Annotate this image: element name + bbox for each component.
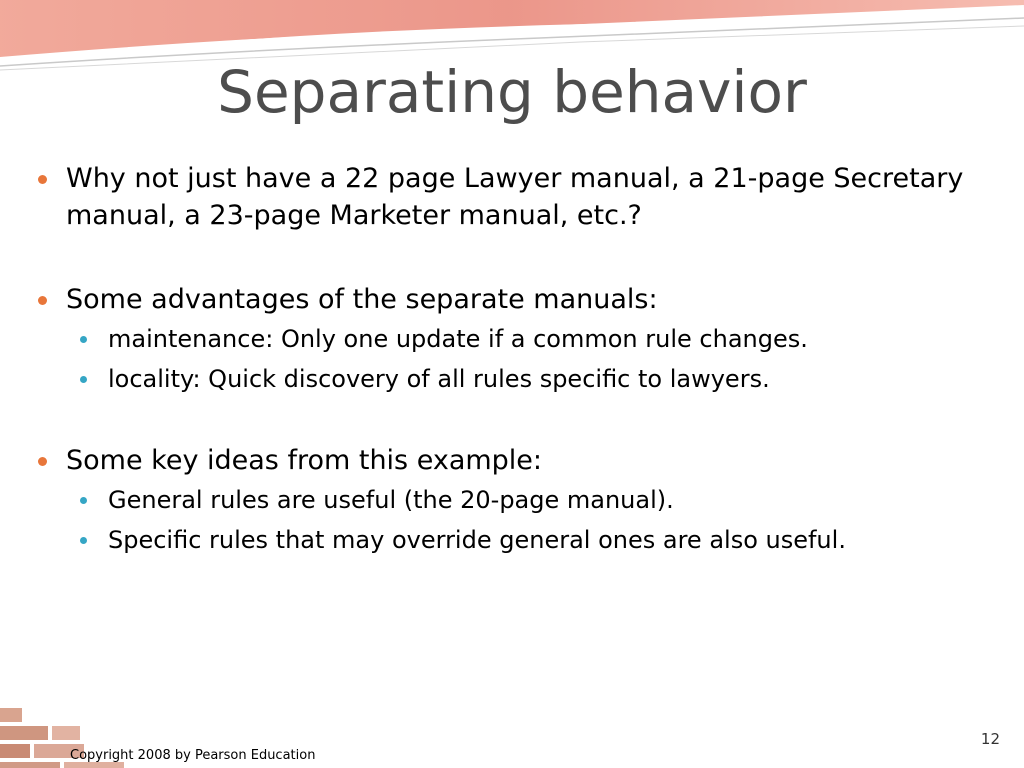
sub-bullet-item bbox=[80, 523, 998, 557]
sub-bullet-text: locality: Quick discovery of all rules specific to lawyers. bbox=[108, 365, 770, 393]
orange-bullet-icon bbox=[38, 175, 47, 184]
copyright-text: Copyright 2008 by Pearson Education bbox=[70, 748, 316, 763]
blue-bullet-icon bbox=[80, 336, 87, 343]
slide-content bbox=[38, 160, 998, 557]
sub-bullet-text: General rules are useful (the 20-page manual). bbox=[108, 486, 674, 514]
sub-bullet-list bbox=[80, 483, 998, 557]
blue-bullet-icon bbox=[80, 497, 87, 504]
sub-bullet-item bbox=[80, 483, 998, 517]
sub-bullet-item bbox=[80, 322, 998, 356]
sub-bullet-item bbox=[80, 362, 998, 396]
slide-title: Separating behavior bbox=[217, 58, 807, 126]
bullet-item bbox=[38, 160, 998, 234]
sub-bullet-text: maintenance: Only one update if a common rule changes. bbox=[108, 325, 808, 353]
bullet-item bbox=[38, 442, 998, 479]
bullet-item bbox=[38, 281, 998, 318]
sub-bullet-text: Specific rules that may override general ones are also useful. bbox=[108, 526, 846, 554]
orange-bullet-icon bbox=[38, 457, 47, 466]
bullet-text: Why not just have a 22 page Lawyer manual, a 21-page Secretary manual, a 23-page Marketer manual, etc.? bbox=[66, 163, 964, 231]
bullet-text: Some key ideas from this example: bbox=[66, 445, 543, 476]
page-number: 12 bbox=[980, 730, 1000, 748]
blue-bullet-icon bbox=[80, 537, 87, 544]
bullet-text: Some advantages of the separate manuals: bbox=[66, 284, 658, 315]
sub-bullet-list bbox=[80, 322, 998, 396]
blue-bullet-icon bbox=[80, 376, 87, 383]
orange-bullet-icon bbox=[38, 296, 47, 305]
